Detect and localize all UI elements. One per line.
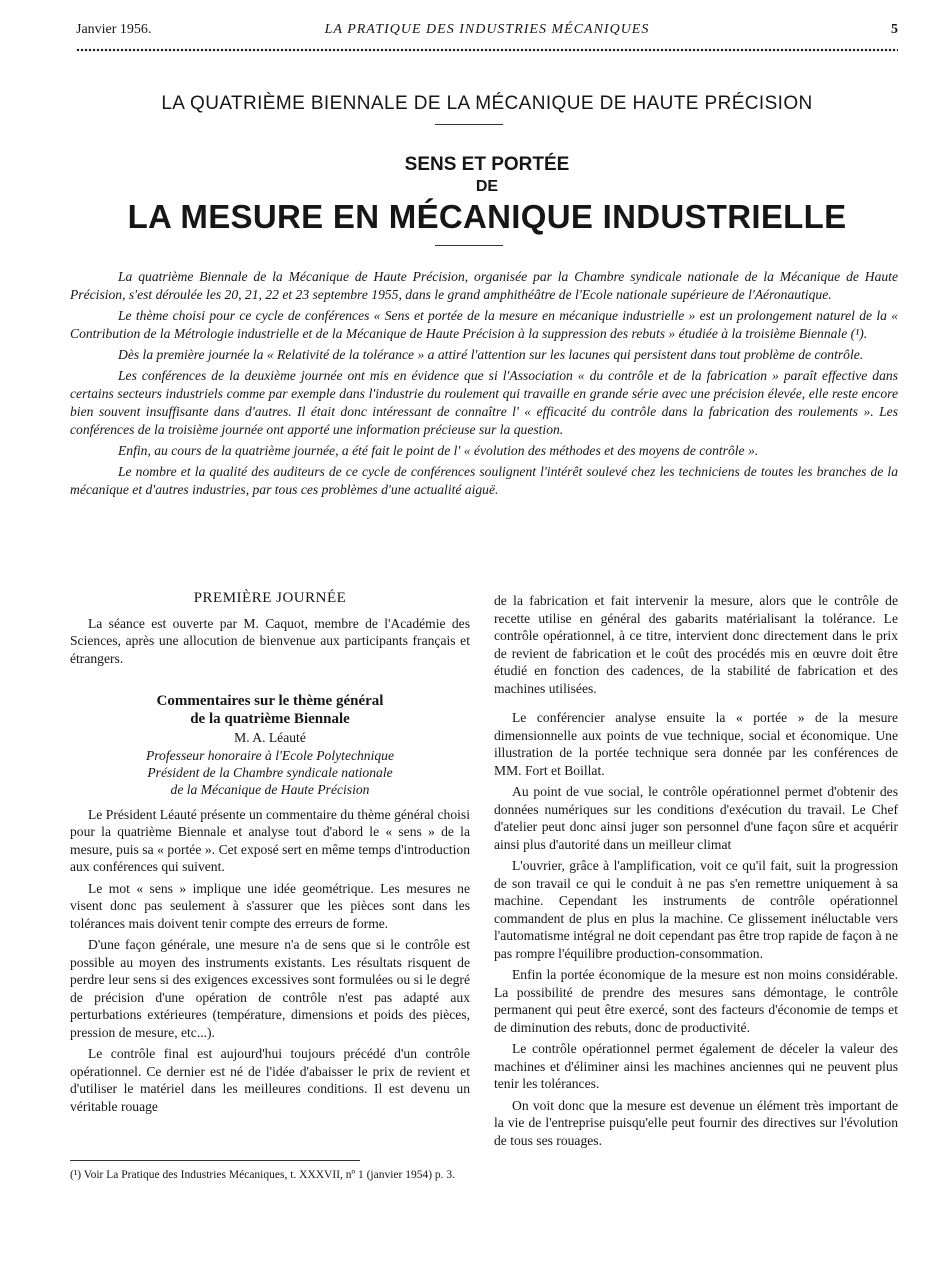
dotted-divider bbox=[76, 48, 898, 52]
article-title-line: Commentaires sur le thème général bbox=[156, 693, 384, 709]
body-paragraph: Le contrôle final est aujourd'hui toujours précédé d'un contrôle opérationnel. Ce dernier est né de l'idée d'abaisser le prix de revient et d'utiliser le matériel dans les meilleures conditions. Il est devenu un véritable rouage bbox=[70, 1046, 470, 1114]
journal-title: LA PRATIQUE DES INDUSTRIES MÉCANIQUES bbox=[324, 22, 650, 37]
intro-paragraph: Dès la première journée la « Relativité de la tolérance » a attiré l'attention sur les lacunes qui persistent dans tout problème de contrôle. bbox=[118, 347, 864, 362]
article-title bbox=[70, 692, 470, 728]
left-column bbox=[70, 590, 470, 1119]
body-paragraph: Au point de vue social, le contrôle opérationnel permet d'obtenir des données numériques sur les conditions d'exécution du travail. Le Chef d'atelier peut donc ainsi juger son personnel d'une façon sûre et acquérir ainsi plus d'autorité dans un meilleur climat bbox=[494, 784, 898, 852]
opening-paragraph: La séance est ouverte par M. Caquot, membre de l'Académie des Sciences, après une allocution de bienvenue aux participants français et étrangers. bbox=[70, 615, 470, 666]
issue-date: Janvier 1956. bbox=[76, 22, 152, 37]
body-paragraph: Le mot « sens » implique une idée geométrique. Les mesures ne visent donc pas seulement à s'assurer que les pièces sont dans les tolérances mais doivent tenir compte des erreurs de forme. bbox=[70, 880, 470, 931]
body-paragraph: de la fabrication et fait intervenir la mesure, alors que le contrôle de recette utilise en général des gabarits matérialisant la tolérance. Le contrôle opérationnel, à ce titre, intervient donc directement dans le prix de revient de fabrication et le coût des procédés mis en œuvre doit être étudié en fonction des cadences, de la stabilité de fabrication et des machines utilisées. bbox=[494, 593, 898, 696]
author-role-line: de la Mécanique de Haute Précision bbox=[170, 781, 370, 797]
body-paragraph: L'ouvrier, grâce à l'amplification, voit ce qu'il fait, suit la progression de son travail ce qui le conduit à ne pas s'en remettre uniquement à sa machine. Cependant les instruments de contrôle opérationnel commandent de plus en plus la machine. Ce glissement inéluctable vers l'automatisme intégral ne doit cependant pas être trop rapide de façon à ne pas rompre l'équilibre production-consommation. bbox=[494, 858, 898, 961]
intro-paragraph: Les conférences de la deuxième journée ont mis en évidence que si l'Association « du contrôle et de la fabrication » paraît effective dans certains secteurs industriels comme par exemple dans l'industrie du roulement qui travaille en grande série avec une précision élevée, elle reste encore bien souvent insuffisante dans d'autres. Il était donc intéressant de connaître l' « efficacité du contrôle dans la fabrication des roulements ». Les conférences de la troisième journée ont apporté une information précieuse sur la question. bbox=[70, 368, 898, 437]
author-role-line: Président de la Chambre syndicale nationale bbox=[147, 764, 393, 780]
body-paragraph: Le conférencier analyse ensuite la « portée » de la mesure dimensionnelle aux points de vue technique, social et économique. Une illustration de la portée technique sera donnée par les conférences de MM. Fort et Boillat. bbox=[494, 710, 898, 778]
intro-paragraph: Le thème choisi pour ce cycle de conférences « Sens et portée de la mesure en mécanique industrielle » est un prolongement naturel de la « Contribution de la Métrologie industrielle et de la Mécanique de Haute Précision à la suppression des rebuts » étudiée à la troisième Biennale (¹). bbox=[70, 308, 898, 341]
body-paragraph: Enfin la portée économique de la mesure est non moins considérable. La possibilité de prendre des mesures sans démontage, le contrôle permanent qui peut être exercé, sont des facteurs d'économie de temps et de diminution des rebuts, donc de productivité. bbox=[494, 967, 898, 1035]
intro-text bbox=[70, 268, 898, 502]
intro-paragraph: La quatrième Biennale de la Mécanique de Haute Précision, organisée par la Chambre syndicale nationale de la Mécanique de Haute Précision, s'est déroulée les 20, 21, 22 et 23 septembre 1955, dans le grand amphithéâtre de l'Ecole nationale supérieure de l'Aéronautique. bbox=[70, 269, 898, 302]
running-header bbox=[76, 20, 898, 40]
footnote: (¹) Voir La Pratique des Industries Mécaniques, t. XXXVII, nº 1 (janvier 1954) p. 3. bbox=[70, 1169, 456, 1181]
main-title: LA MESURE EN MÉCANIQUE INDUSTRIELLE bbox=[127, 198, 847, 235]
intro-paragraph: Enfin, au cours de la quatrième journée, a été fait le point de l' « évolution des méthodes et des moyens de contrôle ». bbox=[118, 443, 759, 458]
page-number: 5 bbox=[891, 22, 898, 37]
section-heading: PREMIÈRE JOURNÉE bbox=[193, 590, 347, 606]
article-title-line: de la quatrième Biennale bbox=[190, 711, 350, 727]
body-paragraph: Le contrôle opérationnel permet également de déceler la valeur des machines et d'éliminer ainsi les machines anciennes qui ne peuvent plus tenir les tolérances. bbox=[494, 1041, 898, 1091]
title-rule bbox=[435, 124, 503, 125]
title-rule-2 bbox=[435, 245, 503, 246]
body-paragraph: On voit donc que la mesure est devenue un élément très important de la vie de l'entreprise puisqu'elle peut fournir des directives sur l'évolution de tous ses rouages. bbox=[494, 1097, 898, 1148]
right-column bbox=[494, 592, 898, 1153]
intro-paragraph: Le nombre et la qualité des auditeurs de ce cycle de conférences soulignent l'intérêt soulevé chez les techniciens de toutes les branches de la mécanique et d'autres industries, par tous ces problèmes d'une actualité aiguë. bbox=[70, 464, 898, 497]
article-author: M. A. Léauté bbox=[234, 730, 306, 745]
footnote-rule bbox=[70, 1160, 360, 1161]
author-role bbox=[70, 747, 470, 798]
event-title: LA QUATRIÈME BIENNALE DE LA MÉCANIQUE DE HAUTE PRÉCISION bbox=[161, 93, 813, 114]
body-paragraph: D'une façon générale, une mesure n'a de sens que si le contrôle est possible au moyen des instruments existants. Les résultats risquent de perdre leur sens si des exigences excessives sont formulées ou si le degré de précision d'une opération de contrôle n'est pas adapté aux perturbations extérieures (température, dimensions et poids des pièces, pression de mesure, etc...). bbox=[70, 937, 470, 1040]
subtitle-line1: SENS ET PORTÉE bbox=[404, 154, 570, 175]
body-paragraph: Le Président Léauté présente un commentaire du thème général choisi pour la quatrième Biennale et analyse tout d'abord le « sens » de la mesure, puis sa « portée ». Cet exposé sert en même temps d'introduction aux conférences qui suivent. bbox=[70, 806, 470, 874]
subtitle-line2: DE bbox=[475, 178, 499, 195]
author-role-line: Professeur honoraire à l'Ecole Polytechnique bbox=[145, 747, 395, 763]
